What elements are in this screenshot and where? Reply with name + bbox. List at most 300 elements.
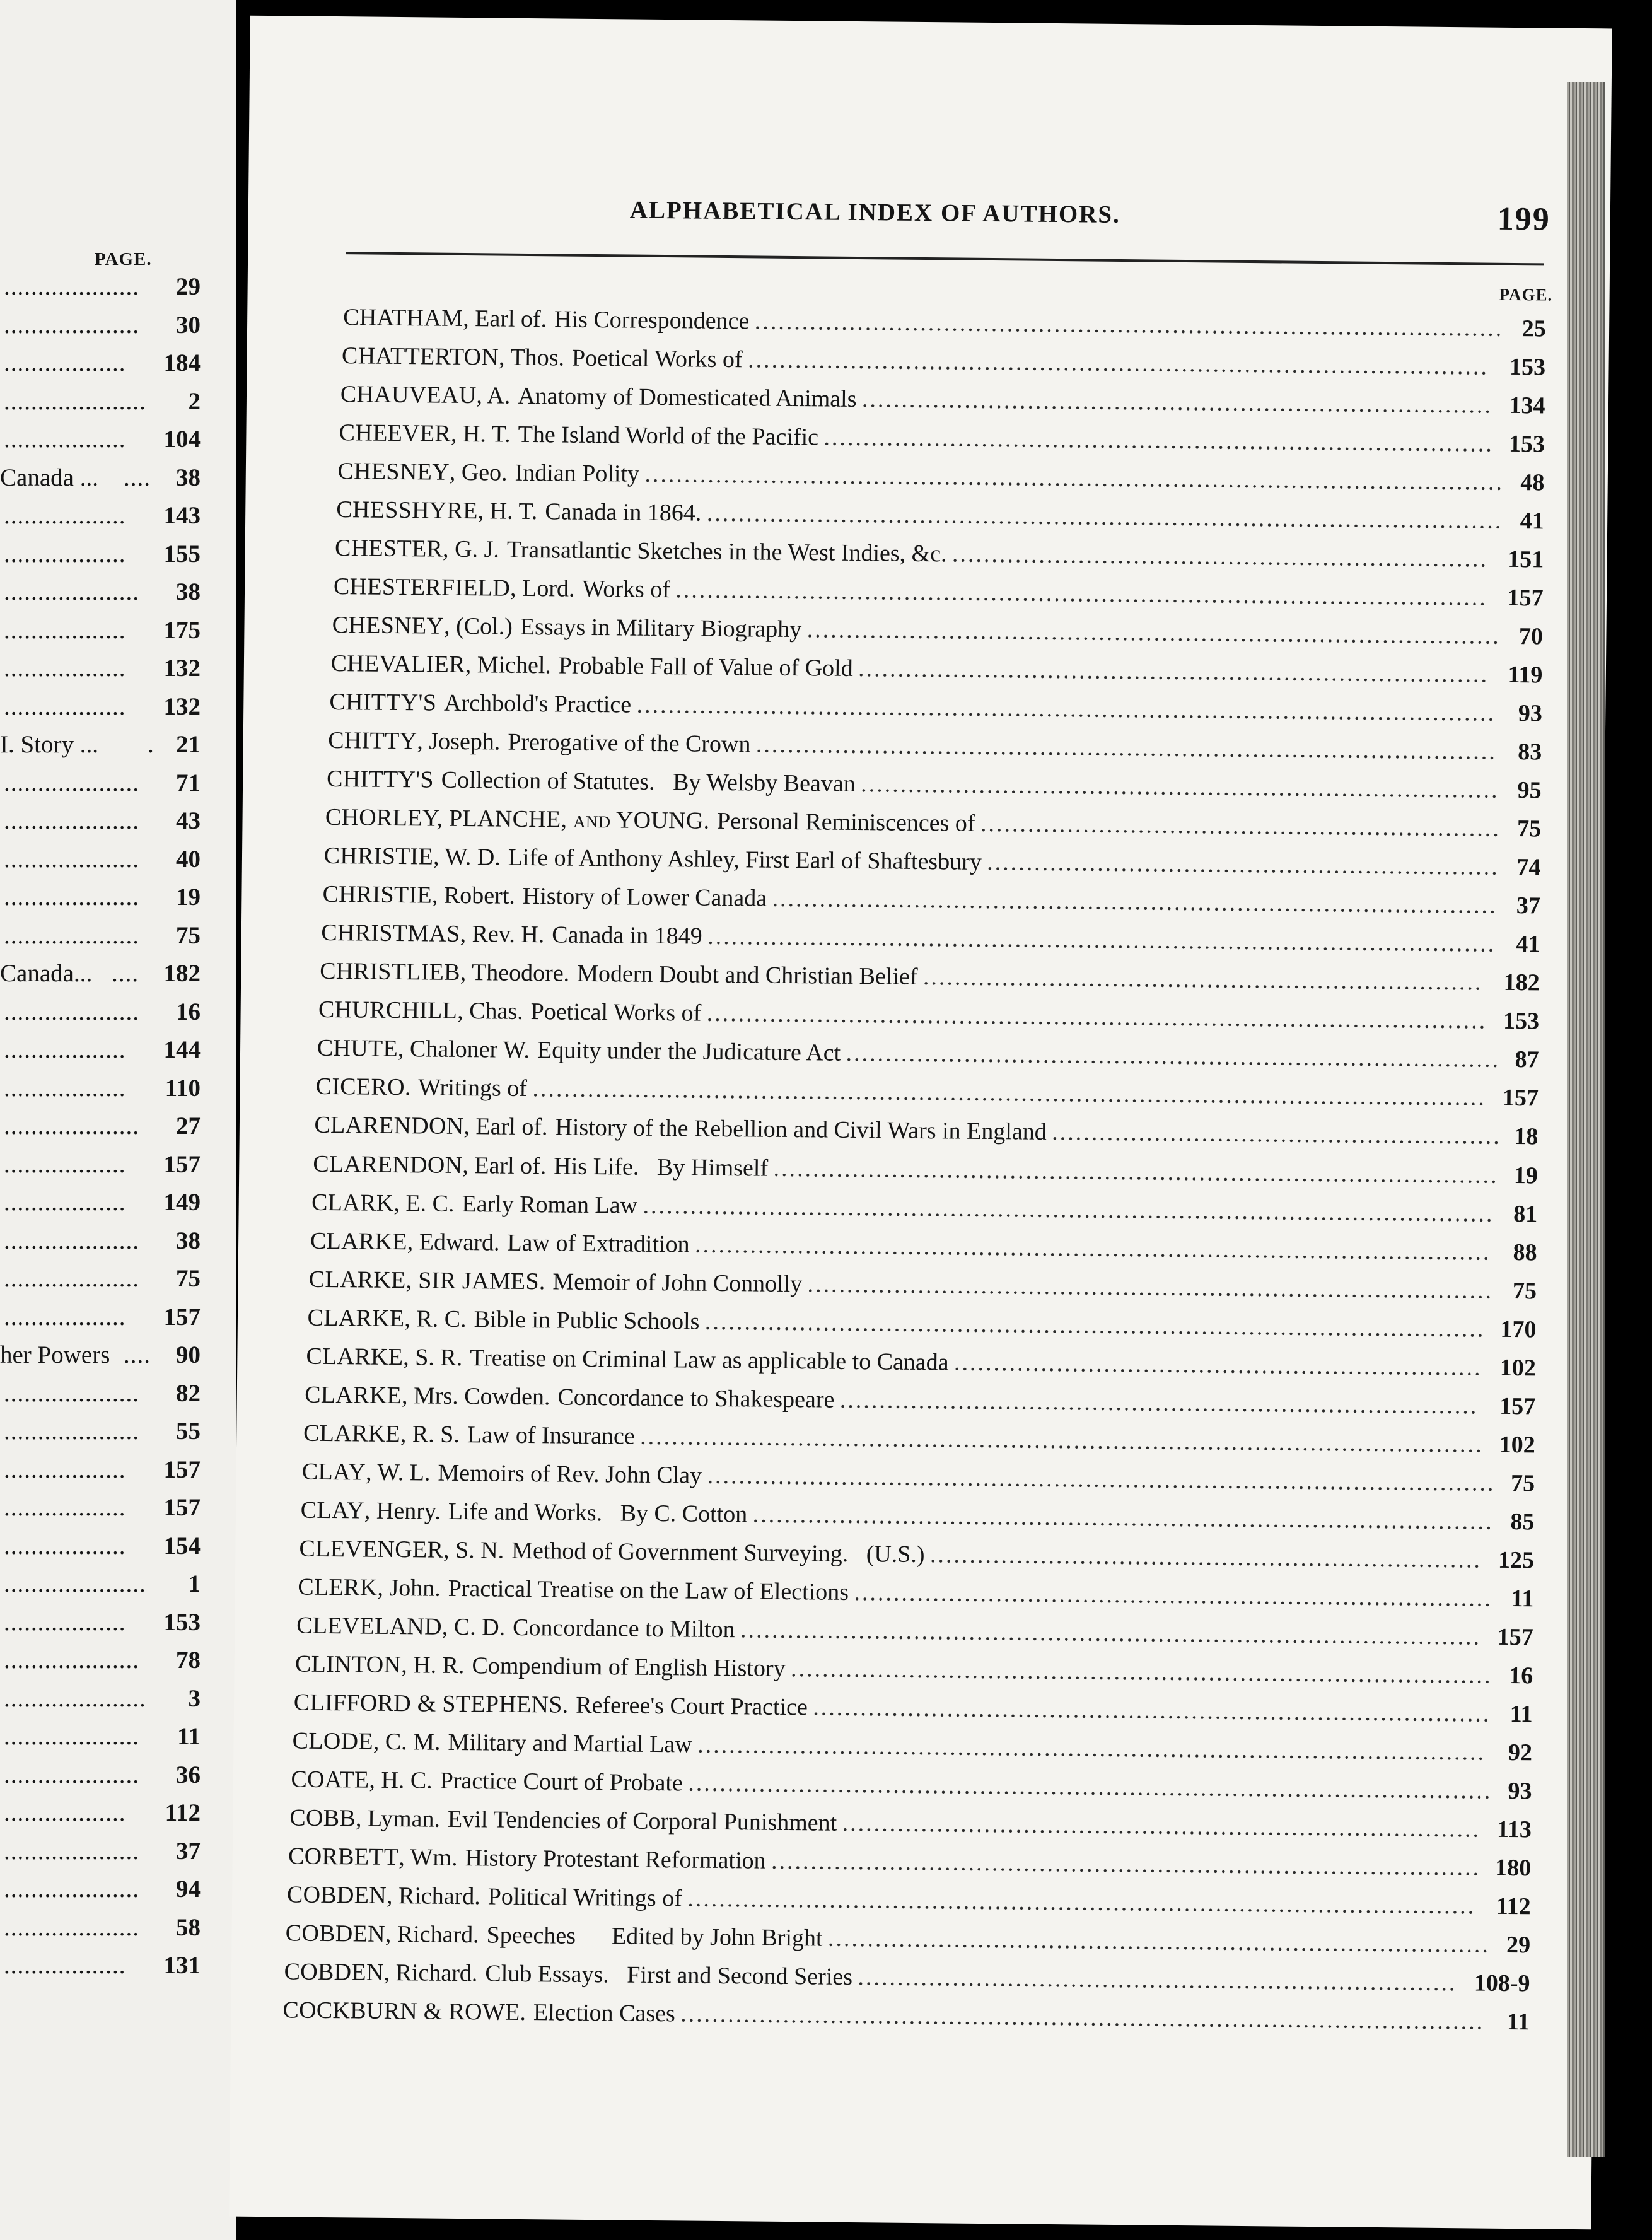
leader-dots: ....................................................................................................... <box>675 576 1488 611</box>
leader-dots: .................. <box>4 1532 126 1560</box>
index-entry <box>343 303 1546 349</box>
entry-page-number: 112 <box>1496 1893 1531 1920</box>
entry-title: Collection of Statutes. By Welsby Beavan <box>441 766 856 798</box>
entry-author-detail: , Geo. <box>449 458 508 486</box>
leader-dots: .................... <box>4 1875 139 1903</box>
left-row-page: 143 <box>163 502 201 529</box>
entry-author: CHUTE <box>317 1035 398 1063</box>
entry-page-number: 37 <box>1516 892 1541 919</box>
entry-author: CLAY <box>300 1496 365 1524</box>
entry-author-detail: , S. R. <box>403 1343 463 1371</box>
entry-author-detail: , H. T. <box>477 498 538 525</box>
entry-title: Compendium of English History <box>472 1652 786 1682</box>
left-index-row <box>0 1875 201 1908</box>
entry-page-number: 157 <box>1507 585 1544 612</box>
leader-dots: ..................................................................................................... <box>694 1231 1491 1266</box>
leader-dots: .................... <box>4 1647 139 1674</box>
left-index-row <box>0 1417 201 1450</box>
left-row-page: 182 <box>163 960 201 987</box>
entry-title: Law of Extradition <box>507 1229 690 1258</box>
entry-title: Prerogative of the Crown <box>508 728 751 758</box>
leader-dots: .................. <box>4 692 126 720</box>
entry-title: Method of Government Surveying. (U.S.) <box>511 1537 925 1568</box>
entry-author: CLINTON <box>294 1650 402 1678</box>
entry-author: CHEEVER <box>339 419 451 447</box>
page-number: 199 <box>1497 201 1551 238</box>
left-index-row <box>0 349 201 382</box>
entry-author: CHITTY <box>328 727 417 755</box>
left-row-page: 149 <box>163 1189 201 1216</box>
index-entry <box>308 1265 1537 1310</box>
left-index-row <box>0 692 201 725</box>
entry-title: Life of Anthony Ashley, First Earl of Shaftesbury <box>508 844 982 876</box>
left-row-page: 157 <box>163 1494 201 1521</box>
entry-title: His Correspondence <box>554 306 750 335</box>
leader-dots: .................... <box>4 807 139 834</box>
index-entry <box>320 957 1540 1003</box>
entry-author: CLODE <box>292 1727 374 1755</box>
leader-dots: ................................................................................ <box>861 386 1493 419</box>
entry-title: Bible in Public Schools <box>474 1305 700 1335</box>
leader-dots: .............................................................................................. <box>755 731 1498 765</box>
index-entry <box>303 1419 1535 1464</box>
left-index-row <box>0 883 201 916</box>
entry-author: CHRISTIE <box>323 843 434 870</box>
leader-dots: ............................................................................................ <box>772 885 1498 919</box>
left-row-page: 2 <box>188 387 201 415</box>
left-index-row <box>0 1684 201 1717</box>
entry-author: CHRISTMAS <box>321 919 460 948</box>
leader-dots: ............................................................................................................. <box>636 691 1496 726</box>
left-row-page: 94 <box>176 1875 201 1903</box>
entry-page-number: 95 <box>1517 777 1542 804</box>
leader-dots: ....................................................................................... <box>807 1270 1494 1304</box>
entry-author: CHORLEY, PLANCHE, and YOUNG <box>325 804 704 834</box>
leader-dots: .................................................................................................... <box>707 923 1496 958</box>
entry-title: Military and Martial Law <box>448 1729 692 1758</box>
index-entry <box>286 1881 1531 1926</box>
entry-page-number: 119 <box>1508 662 1543 689</box>
entry-author: COATE <box>291 1766 369 1794</box>
left-row-page: 184 <box>163 349 201 376</box>
leader-dots: .................... <box>4 1723 139 1750</box>
leader-dots: .................... <box>4 1418 139 1445</box>
leader-dots: ..................................................................................... <box>823 424 1494 457</box>
left-index-row <box>0 769 201 802</box>
entry-author: CHATHAM <box>343 304 463 332</box>
left-index-row <box>0 1646 201 1679</box>
entry-author-detail: , W. D. <box>433 843 501 871</box>
leader-dots: ............................................................................................... <box>754 308 1504 342</box>
entry-title: Early Roman Law <box>462 1190 638 1219</box>
left-row-page: 110 <box>165 1074 201 1102</box>
left-index-row <box>0 1455 201 1488</box>
entry-author-detail: . <box>520 1998 526 2026</box>
leader-dots: ................................................................................. <box>839 1386 1479 1420</box>
index-entry <box>313 1150 1539 1195</box>
leader-dots: .................... <box>4 1112 139 1140</box>
entry-title: Practice Court of Probate <box>439 1767 683 1797</box>
entry-page-number: 85 <box>1510 1508 1535 1536</box>
entry-author: CHESTER <box>334 535 443 563</box>
leader-dots: .................. <box>4 1150 126 1178</box>
leader-dots: .................... <box>4 884 139 911</box>
entry-page-number: 19 <box>1513 1162 1539 1189</box>
index-entry <box>334 534 1544 580</box>
entry-author: COBDEN <box>285 1920 386 1947</box>
entry-title: Poetical Works of <box>571 344 743 373</box>
entry-page-number: 88 <box>1513 1239 1537 1266</box>
leader-dots: .................................................................... <box>951 540 1489 573</box>
leader-dots: .................. <box>4 655 126 682</box>
entry-author: CLARKE <box>303 1420 401 1447</box>
left-index-row <box>0 425 201 458</box>
entry-title: Transatlantic Sketches in the West Indies, &c. <box>506 536 947 568</box>
entry-author: CLARKE <box>310 1227 407 1255</box>
entry-page-number: 87 <box>1515 1046 1539 1073</box>
entry-page-number: 83 <box>1518 738 1542 766</box>
entry-page-number: 134 <box>1509 392 1545 419</box>
entry-author: CICERO <box>315 1073 405 1101</box>
entry-author: CHAUVEAU <box>340 381 477 409</box>
entry-author-detail: , Michel. <box>465 651 552 679</box>
entry-author: COCKBURN & ROWE <box>282 1997 520 2026</box>
entry-author-detail: , H. C. <box>369 1766 433 1794</box>
entry-page-number: 11 <box>1509 1700 1533 1728</box>
leader-dots: .................... <box>4 311 139 339</box>
leader-dots: .................................................................................................... <box>687 1885 1476 1920</box>
left-row-page: 36 <box>176 1761 201 1788</box>
index-entry <box>285 1919 1531 1964</box>
left-index-row <box>0 464 201 496</box>
left-index-row <box>0 1608 201 1641</box>
leader-dots: .................... <box>4 578 139 605</box>
entry-title: The Island World of the Pacific <box>518 421 819 451</box>
entry-title: History of Lower Canada <box>522 883 767 912</box>
index-entry <box>306 1342 1537 1387</box>
entry-author-detail: . <box>538 1268 545 1295</box>
left-index-row <box>0 578 201 610</box>
entry-title: Treatise on Criminal Law as applicable to Canada <box>470 1344 949 1376</box>
entry-page-number: 75 <box>1510 1469 1535 1497</box>
index-entry <box>325 803 1542 849</box>
left-row-page: 154 <box>163 1532 201 1560</box>
leader-dots: ...................................................................................................... <box>680 2000 1485 2035</box>
leader-dots: ..................... <box>4 1684 146 1712</box>
left-row-page: 38 <box>176 1227 201 1254</box>
index-entry <box>305 1380 1536 1426</box>
index-entry <box>298 1573 1534 1618</box>
left-index-row <box>0 845 201 878</box>
entry-page-number: 74 <box>1516 854 1541 881</box>
entry-page-number: 75 <box>1512 1277 1537 1304</box>
leader-dots: ................................................................. <box>987 849 1499 881</box>
entry-author-detail: , Chaloner W. <box>397 1035 530 1064</box>
entry-page-number: 125 <box>1498 1546 1535 1574</box>
entry-author-detail: , G. J. <box>442 535 500 563</box>
entry-author-detail: , Richard. <box>385 1920 479 1949</box>
entry-title: Practical Treatise on the Law of Elections <box>448 1575 849 1606</box>
left-row-page: 3 <box>188 1684 201 1712</box>
leader-dots: .................................................................................... <box>827 1925 1491 1958</box>
leader-dots: ........................................................................................ <box>806 616 1501 650</box>
index-entry <box>311 1188 1538 1234</box>
left-row-page: 43 <box>176 807 201 834</box>
entry-title: History Protestant Reformation <box>465 1845 766 1874</box>
left-index-row <box>0 921 201 954</box>
left-row-page: 131 <box>163 1952 201 1979</box>
left-index-row <box>0 654 201 687</box>
entry-author: CLEVELAND <box>296 1612 443 1640</box>
leader-dots: .................... <box>4 845 139 873</box>
entry-title: Works of <box>582 575 671 604</box>
left-row-text: her Powers <box>0 1341 110 1368</box>
left-row-page: 55 <box>176 1418 201 1445</box>
leader-dots: ............................................................................................................. <box>644 460 1504 496</box>
entry-page-number: 108-9 <box>1474 1969 1530 1997</box>
entry-author: CHITTY'S <box>329 689 437 716</box>
entry-author-detail: , Earl of. <box>463 305 547 333</box>
index-entry <box>282 1996 1530 2041</box>
entry-author: CHESNEY <box>337 458 450 486</box>
leader-dots: ......................................................... <box>1052 1119 1501 1150</box>
left-index-row <box>0 272 201 305</box>
index-entry <box>291 1765 1532 1811</box>
left-row-page: 153 <box>163 1608 201 1636</box>
left-row-page: 71 <box>176 769 201 796</box>
entry-author-detail: , E. C. <box>393 1189 455 1217</box>
leader-dots: ................................................................................ <box>858 655 1489 688</box>
left-index-row <box>0 1341 201 1374</box>
leader-dots: .................................................................................................... <box>697 1731 1486 1766</box>
index-entry <box>323 842 1541 887</box>
left-row-page: 38 <box>176 464 201 491</box>
entry-page-number: 182 <box>1503 969 1540 996</box>
entry-page-number: 151 <box>1507 546 1544 573</box>
leader-dots: .................. <box>4 1303 126 1331</box>
leader-dots: .................... <box>4 1913 139 1941</box>
entry-author: CLARKE, SIR JAMES <box>308 1266 540 1295</box>
entry-author: CHRISTIE <box>322 881 433 909</box>
entry-author-detail: , S. N. <box>443 1536 504 1564</box>
left-row-page: 157 <box>163 1150 201 1178</box>
leader-dots: .............................................................................................. <box>747 346 1489 380</box>
left-row-page: 175 <box>163 616 201 644</box>
leader-dots: .............................................................................................. <box>752 1501 1494 1535</box>
leader-dots: .................. <box>4 502 126 529</box>
entry-page-number: 113 <box>1496 1816 1532 1843</box>
entry-page-number: 41 <box>1516 931 1540 958</box>
leader-dots: ................................................................................. <box>854 1578 1493 1612</box>
left-page-column-label: PAGE. <box>95 249 152 269</box>
index-entry <box>294 1650 1533 1695</box>
leader-dots: .................. <box>4 1799 126 1826</box>
index-entry <box>289 1804 1532 1849</box>
entry-author: CLEVENGER <box>299 1535 444 1563</box>
entry-author-detail: , Wm. <box>398 1844 458 1871</box>
entry-page-number: 16 <box>1508 1662 1533 1689</box>
entry-title: Speeches Edited by John Bright <box>486 1922 823 1952</box>
left-row-text: Canada ... <box>0 464 98 491</box>
left-row-page: 11 <box>177 1723 201 1750</box>
left-index-row <box>0 1303 201 1336</box>
entry-title: Election Cases <box>533 1999 675 2027</box>
leader-dots: ............................................................................................................ <box>643 1192 1494 1227</box>
left-row-page: 16 <box>176 998 201 1025</box>
entry-page-number: 81 <box>1513 1200 1538 1227</box>
entry-author: CLIFFORD & STEPHENS <box>293 1689 562 1718</box>
left-row-page: 132 <box>163 692 201 720</box>
entry-author-detail: , John. <box>377 1574 441 1602</box>
entry-author-detail: , Chas. <box>457 998 523 1025</box>
left-index-row <box>0 1837 201 1870</box>
leader-dots: .................... <box>4 1227 139 1254</box>
index-entry <box>341 342 1546 387</box>
entry-title: Life and Works. By C. Cotton <box>448 1498 748 1528</box>
entry-page-number: 102 <box>1499 1354 1537 1381</box>
entry-author-detail: , Henry. <box>364 1497 441 1525</box>
entry-title: Poetical Works of <box>530 998 702 1027</box>
entry-author: CHEVALIER <box>330 650 465 679</box>
leader-dots: ......................................................................................................................... <box>532 1075 1487 1112</box>
leader-dots: .................. <box>4 426 126 453</box>
left-index-row <box>0 807 201 839</box>
leader-dots: .... <box>124 1341 151 1368</box>
entry-author-detail: , Joseph. <box>417 728 501 755</box>
index-entry <box>317 1034 1539 1080</box>
leader-dots: .................. <box>4 616 126 644</box>
leader-dots: ................................................................................. <box>842 1809 1481 1843</box>
index-entry <box>337 457 1545 503</box>
entry-author-detail: , Lyman. <box>355 1805 441 1833</box>
entry-author: CHESTERFIELD <box>333 573 511 602</box>
entry-author-detail: . <box>562 1691 569 1718</box>
running-title: ALPHABETICAL INDEX OF AUTHORS. <box>629 196 1121 228</box>
left-index-row <box>0 1722 201 1755</box>
index-entry <box>293 1688 1533 1734</box>
left-index-row <box>0 1951 201 1984</box>
leader-dots: ........................................................................................................... <box>640 1423 1484 1458</box>
entry-title: Anatomy of Domesticated Animals <box>518 382 857 413</box>
entry-page-number: 25 <box>1521 315 1546 342</box>
entry-title: Canada in 1849 <box>552 921 702 950</box>
entry-page-number: 157 <box>1497 1623 1533 1651</box>
entry-author-detail: , Richard. <box>383 1959 478 1987</box>
index-entry <box>299 1534 1535 1580</box>
index-entry <box>326 765 1542 810</box>
leader-dots: .................. <box>4 1952 126 1979</box>
leader-dots: .................... <box>4 921 139 949</box>
entry-title: Evil Tendencies of Corporal Punishment <box>447 1805 837 1836</box>
leader-dots: .................... <box>4 1837 139 1865</box>
entry-author-detail: , R. S. <box>400 1420 460 1448</box>
index-entry <box>300 1496 1535 1541</box>
index-entry <box>330 650 1543 695</box>
index-entry <box>332 611 1544 656</box>
entry-author: CHESNEY <box>332 612 445 639</box>
left-row-page: 30 <box>176 311 201 339</box>
leader-dots: .... <box>112 960 139 987</box>
leader-dots: .................. <box>4 349 126 376</box>
entry-title: Memoirs of Rev. John Clay <box>438 1459 702 1489</box>
leader-dots: ...................................................................................................... <box>688 1770 1492 1804</box>
leader-dots: .................. <box>4 540 126 568</box>
entry-page-number: 157 <box>1499 1392 1536 1420</box>
leader-dots: ............................................................................ <box>858 1964 1457 1997</box>
entry-author: CLARKE <box>307 1304 405 1332</box>
leader-dots: ....................................................................... <box>922 964 1483 996</box>
leader-dots: .................. <box>4 1608 126 1636</box>
entry-author-detail: , (Col.) <box>443 612 513 640</box>
left-index-row <box>0 1799 201 1831</box>
leader-dots: ............................................................................................ <box>773 1155 1499 1189</box>
entry-author: CLERK <box>298 1573 378 1601</box>
entry-author-detail: , Richard. <box>386 1882 480 1910</box>
entry-author: CLARKE <box>306 1343 404 1370</box>
left-row-page: 132 <box>163 655 201 682</box>
index-entry <box>318 996 1540 1041</box>
entry-title: Referee's Court Practice <box>576 1691 808 1721</box>
entry-author-detail: , Mrs. Cowden. <box>401 1382 550 1411</box>
entry-author: CHURCHILL <box>318 996 458 1025</box>
left-index-row <box>0 1570 201 1602</box>
leader-dots: ................................................................................... <box>846 1040 1501 1073</box>
index-entry <box>321 919 1540 964</box>
leader-dots: .................. <box>4 1494 126 1521</box>
left-index-row <box>0 1188 201 1221</box>
entry-author-detail: , Robert. <box>431 882 516 910</box>
entry-author: CHRISTLIEB <box>320 958 460 986</box>
entry-title: Indian Polity <box>515 459 640 487</box>
left-row-page: 112 <box>165 1799 201 1826</box>
left-row-page: 38 <box>176 578 201 605</box>
left-row-text: I. Story ... <box>0 731 98 758</box>
entry-author: CLARK <box>311 1189 394 1216</box>
left-row-page: 78 <box>176 1647 201 1674</box>
entry-author-detail: , Edward. <box>407 1228 500 1256</box>
leader-dots: .................................................................. <box>980 810 1501 843</box>
leader-dots: ..................................................................................................... <box>706 499 1503 534</box>
left-index-row <box>0 387 201 420</box>
entry-title: Concordance to Milton <box>512 1614 735 1643</box>
index-entry <box>301 1457 1535 1503</box>
entry-page-number: 11 <box>1511 1585 1534 1613</box>
left-row-page: 21 <box>176 731 201 758</box>
left-row-page: 40 <box>176 845 201 873</box>
entry-title: Modern Doubt and Christian Belief <box>576 960 918 991</box>
entry-page-number: 153 <box>1508 430 1545 458</box>
entry-author-detail: , Thos. <box>498 344 565 371</box>
left-index-row <box>0 730 201 763</box>
entry-author-detail: , H. T. <box>450 420 511 448</box>
author-index-list <box>229 16 1612 2230</box>
leader-dots: .... <box>124 464 151 491</box>
entry-author: CLAY <box>301 1458 366 1486</box>
entry-author: COBB <box>289 1804 356 1832</box>
leader-dots: .................... <box>4 1379 139 1407</box>
entry-author: CHITTY'S <box>326 766 434 793</box>
entry-page-number: 75 <box>1516 815 1542 843</box>
index-entry <box>333 573 1544 618</box>
entry-author-detail: , C. D. <box>441 1613 506 1641</box>
entry-title: Club Essays. First and Second Series <box>485 1960 853 1990</box>
leader-dots: .......................................................................................... <box>771 1847 1481 1881</box>
leader-dots: .................... <box>4 998 139 1025</box>
entry-author-detail: , Earl of. <box>462 1152 547 1179</box>
left-row-page: 75 <box>176 1265 201 1292</box>
entry-author-detail: , Rev. H. <box>460 921 545 948</box>
entry-author-detail: , W. L. <box>365 1459 431 1486</box>
